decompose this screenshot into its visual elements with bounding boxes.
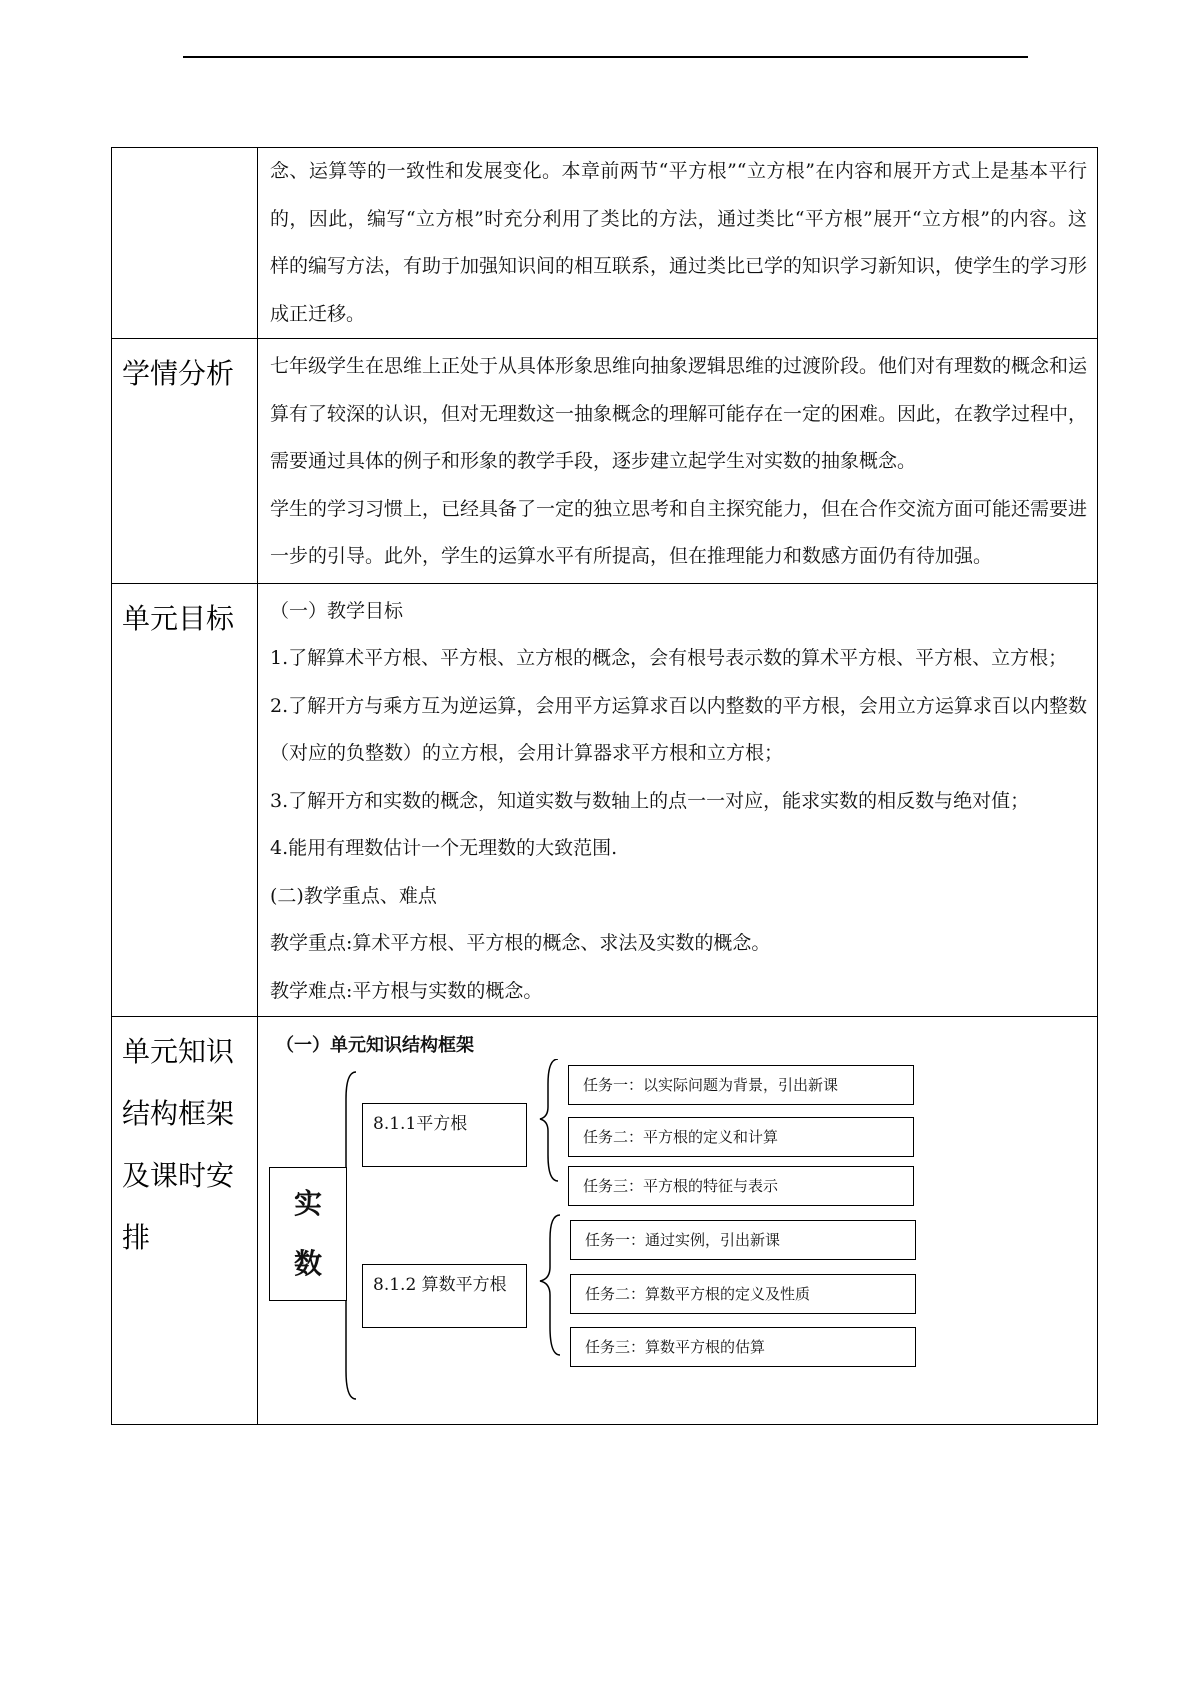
row-content-cell — [258, 1017, 1098, 1425]
table-row — [112, 339, 1098, 584]
row-label-cell — [112, 1017, 258, 1425]
row-content-cell — [258, 339, 1098, 584]
row-label-cell — [112, 339, 258, 584]
header-rule — [183, 56, 1028, 58]
row-content-cell — [258, 583, 1098, 1017]
task-box: 任务一：通过实例，引出新课 — [570, 1220, 916, 1260]
paragraph: 教学难点:平方根与实数的概念。 — [270, 979, 543, 1002]
row-label: 单元目标 — [122, 601, 235, 635]
row-label-cell — [112, 148, 258, 339]
paragraph: 3.了解开方和实数的概念，知道实数与数轴上的点一一对应，能求实数的相反数与绝对值； — [270, 789, 1030, 812]
paragraph: (二)教学重点、难点 — [270, 884, 437, 907]
paragraph: 4.能用有理数估计一个无理数的大致范围. — [270, 837, 618, 859]
table-row — [112, 148, 1098, 339]
task-box: 任务三：平方根的特征与表示 — [568, 1166, 914, 1206]
section-2-brace — [540, 1215, 560, 1355]
paragraph: 学生的学习习惯上，已经具备了一定的独立思考和自主探究能力，但在合作交流方面可能还需要进一步的引导。此外，学生的运算水平有所提高，但在推理能力和数感方面仍有待加强。 — [270, 497, 1088, 567]
table-row — [112, 583, 1098, 1017]
paragraph: （一）教学目标 — [270, 599, 404, 622]
task-box: 任务一：以实际问题为背景，引出新课 — [568, 1065, 914, 1105]
paragraph: 1.了解算术平方根、平方根、立方根的概念，会有根号表示数的算术平方根、平方根、立方根； — [270, 647, 1068, 669]
frame-heading: （一）单元知识结构框架 — [276, 1035, 474, 1056]
lesson-plan-table — [111, 147, 1098, 1425]
row-label — [112, 148, 257, 152]
row-label-cell — [112, 583, 258, 1017]
task-box: 任务三：算数平方根的估算 — [570, 1327, 916, 1367]
task-box: 任务二：算数平方根的定义及性质 — [570, 1274, 916, 1314]
task-box: 任务二：平方根的定义和计算 — [568, 1117, 914, 1157]
row-label: 单元知识结构框架及课时安排 — [122, 1035, 235, 1254]
table-row — [112, 1017, 1098, 1425]
paragraph: 2.了解开方与乘方互为逆运算，会用平方运算求百以内整数的平方根，会用立方运算求百以内整数（对应的负整数）的立方根，会用计算器求平方根和立方根； — [270, 694, 1087, 764]
paragraph: 念、运算等的一致性和发展变化。本章前两节“平方根”“立方根”在内容和展开方式上是基本平行的，因此，编写“立方根”时充分利用了类比的方法，通过类比“平方根”展开“立方根”的内容。这样的编写方法，有助于加强知识间的相互联系，通过类比已学的知识学习新知识，使学生的学习形成正迁移。 — [270, 160, 1088, 325]
row-content-cell — [258, 148, 1098, 339]
paragraph: 七年级学生在思维上正处于从具体形象思维向抽象逻辑思维的过渡阶段。他们对有理数的概念和运算有了较深的认识，但对无理数这一抽象概念的理解可能存在一定的困难。因此，在教学过程中，需要通过具体的例子和形象的教学手段，逐步建立起学生对实数的抽象概念。 — [270, 355, 1088, 472]
section-node-square-root: 8.1.1平方根 — [362, 1103, 527, 1167]
row-label: 学情分析 — [122, 357, 235, 390]
paragraph: 教学重点:算术平方根、平方根的概念、求法及实数的概念。 — [270, 932, 771, 954]
root-node: 实数 — [269, 1167, 347, 1301]
section-1-brace — [540, 1059, 558, 1181]
section-node-arithmetic-square-root: 8.1.2 算数平方根 — [362, 1264, 527, 1328]
knowledge-structure-diagram — [258, 1059, 1096, 1424]
